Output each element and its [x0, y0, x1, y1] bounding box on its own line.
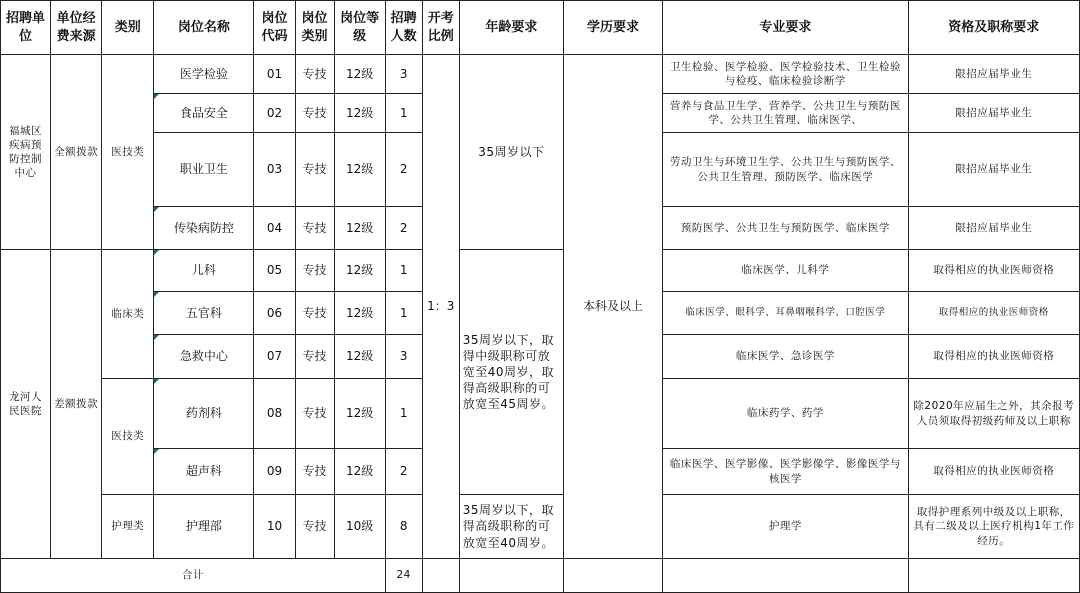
- qualification-cell: 取得相应的执业医师资格: [908, 449, 1079, 495]
- major-cell: 临床医学、儿科学: [663, 250, 908, 292]
- position-type-cell: 专技: [295, 449, 334, 495]
- header-qualification: 资格及职称要求: [908, 1, 1079, 55]
- header-position-type: 岗位类别: [295, 1, 334, 55]
- category-cell: 医技类: [102, 55, 154, 250]
- position-name-cell: 五官科: [154, 292, 254, 335]
- position-type-cell: 专技: [295, 495, 334, 559]
- major-cell: 临床药学、药学: [663, 379, 908, 449]
- qualification-cell: 取得相应的执业医师资格: [908, 250, 1079, 292]
- count-cell: 1: [385, 292, 422, 335]
- header-position-code: 岗位代码: [254, 1, 295, 55]
- position-type-cell: 专技: [295, 133, 334, 207]
- major-cell: 临床医学、眼科学、耳鼻咽喉科学、口腔医学: [663, 292, 908, 335]
- header-unit: 招聘单位: [1, 1, 51, 55]
- total-count: 24: [385, 559, 422, 593]
- header-row: [1, 1, 1080, 55]
- count-cell: 1: [385, 379, 422, 449]
- qualification-cell: 取得相应的执业医师资格: [908, 335, 1079, 379]
- unit-cell: 福城区疾病预防控制中心: [1, 55, 51, 250]
- age-cell: 35周岁以下，取得高级职称的可放宽至40周岁。: [459, 495, 563, 559]
- count-cell: 2: [385, 449, 422, 495]
- position-code-cell: 02: [254, 94, 295, 133]
- qualification-cell: 取得相应的执业医师资格: [908, 292, 1079, 335]
- funding-cell: 全额拨款: [51, 55, 102, 250]
- qualification-cell: 限招应届毕业生: [908, 94, 1079, 133]
- position-code-cell: 10: [254, 495, 295, 559]
- position-name-cell: 传染病防控: [154, 207, 254, 250]
- header-education: 学历要求: [563, 1, 662, 55]
- major-cell: 劳动卫生与环境卫生学、公共卫生与预防医学、公共卫生管理、预防医学、临床医学: [663, 133, 908, 207]
- count-cell: 2: [385, 207, 422, 250]
- major-cell: 营养与食品卫生学、营养学、公共卫生与预防医学、公共卫生管理、临床医学、: [663, 94, 908, 133]
- grade-cell: 12级: [334, 335, 385, 379]
- position-type-cell: 专技: [295, 292, 334, 335]
- table-row: [1, 250, 1080, 292]
- grade-cell: 12级: [334, 379, 385, 449]
- position-name-cell: 食品安全: [154, 94, 254, 133]
- grade-cell: 12级: [334, 292, 385, 335]
- count-cell: 3: [385, 55, 422, 94]
- position-code-cell: 08: [254, 379, 295, 449]
- position-type-cell: 专技: [295, 335, 334, 379]
- position-name-cell: 职业卫生: [154, 133, 254, 207]
- qualification-cell: 取得护理系列中级及以上职称，具有二级及以上医疗机构1年工作经历。: [908, 495, 1079, 559]
- major-cell: 护理学: [663, 495, 908, 559]
- count-cell: 3: [385, 335, 422, 379]
- grade-cell: 12级: [334, 94, 385, 133]
- age-cell: 35周岁以下: [459, 55, 563, 250]
- empty-cell: [422, 559, 459, 593]
- position-name-cell: 药剂科: [154, 379, 254, 449]
- grade-cell: 12级: [334, 250, 385, 292]
- header-grade: 岗位等级: [334, 1, 385, 55]
- position-code-cell: 05: [254, 250, 295, 292]
- unit-cell: 龙河人民医院: [1, 250, 51, 559]
- header-count: 招聘人数: [385, 1, 422, 55]
- position-type-cell: 专技: [295, 55, 334, 94]
- qualification-cell: 限招应届毕业生: [908, 55, 1079, 94]
- empty-cell: [663, 559, 908, 593]
- header-major: 专业要求: [663, 1, 908, 55]
- header-position-name: 岗位名称: [154, 1, 254, 55]
- ratio-cell: 1：3: [422, 55, 459, 559]
- position-code-cell: 09: [254, 449, 295, 495]
- grade-cell: 12级: [334, 207, 385, 250]
- major-cell: 预防医学、公共卫生与预防医学、临床医学: [663, 207, 908, 250]
- header-funding: 单位经费来源: [51, 1, 102, 55]
- table-row: [1, 495, 1080, 559]
- position-name-cell: 超声科: [154, 449, 254, 495]
- position-name-cell: 护理部: [154, 495, 254, 559]
- count-cell: 8: [385, 495, 422, 559]
- qualification-cell: 除2020年应届生之外，其余报考人员须取得初级药师及以上职称: [908, 379, 1079, 449]
- position-type-cell: 专技: [295, 94, 334, 133]
- position-type-cell: 专技: [295, 250, 334, 292]
- qualification-cell: 限招应届毕业生: [908, 133, 1079, 207]
- empty-cell: [563, 559, 662, 593]
- position-code-cell: 04: [254, 207, 295, 250]
- category-cell: 护理类: [102, 495, 154, 559]
- position-type-cell: 专技: [295, 207, 334, 250]
- age-cell: 35周岁以下，取得中级职称可放宽至40周岁，取得高级职称的可放宽至45周岁。: [459, 250, 563, 495]
- position-name-cell: 急救中心: [154, 335, 254, 379]
- major-cell: 临床医学、医学影像、医学影像学、影像医学与核医学: [663, 449, 908, 495]
- header-ratio: 开考比例: [422, 1, 459, 55]
- position-code-cell: 01: [254, 55, 295, 94]
- position-code-cell: 03: [254, 133, 295, 207]
- funding-cell: 差额拨款: [51, 250, 102, 559]
- count-cell: 2: [385, 133, 422, 207]
- count-cell: 1: [385, 94, 422, 133]
- category-cell: 医技类: [102, 379, 154, 495]
- major-cell: 卫生检验、医学检验、医学检验技术、卫生检验与检疫、临床检验诊断学: [663, 55, 908, 94]
- total-label: 合计: [1, 559, 386, 593]
- grade-cell: 12级: [334, 449, 385, 495]
- empty-cell: [459, 559, 563, 593]
- grade-cell: 10级: [334, 495, 385, 559]
- major-cell: 临床医学、急诊医学: [663, 335, 908, 379]
- total-row: [1, 559, 1080, 593]
- grade-cell: 12级: [334, 55, 385, 94]
- position-name-cell: 医学检验: [154, 55, 254, 94]
- position-type-cell: 专技: [295, 379, 334, 449]
- position-name-cell: 儿科: [154, 250, 254, 292]
- category-cell: 临床类: [102, 250, 154, 379]
- header-category: 类别: [102, 1, 154, 55]
- position-code-cell: 07: [254, 335, 295, 379]
- grade-cell: 12级: [334, 133, 385, 207]
- table-row: [1, 55, 1080, 94]
- education-cell: 本科及以上: [563, 55, 662, 559]
- position-code-cell: 06: [254, 292, 295, 335]
- empty-cell: [908, 559, 1079, 593]
- header-age: 年龄要求: [459, 1, 563, 55]
- qualification-cell: 限招应届毕业生: [908, 207, 1079, 250]
- count-cell: 1: [385, 250, 422, 292]
